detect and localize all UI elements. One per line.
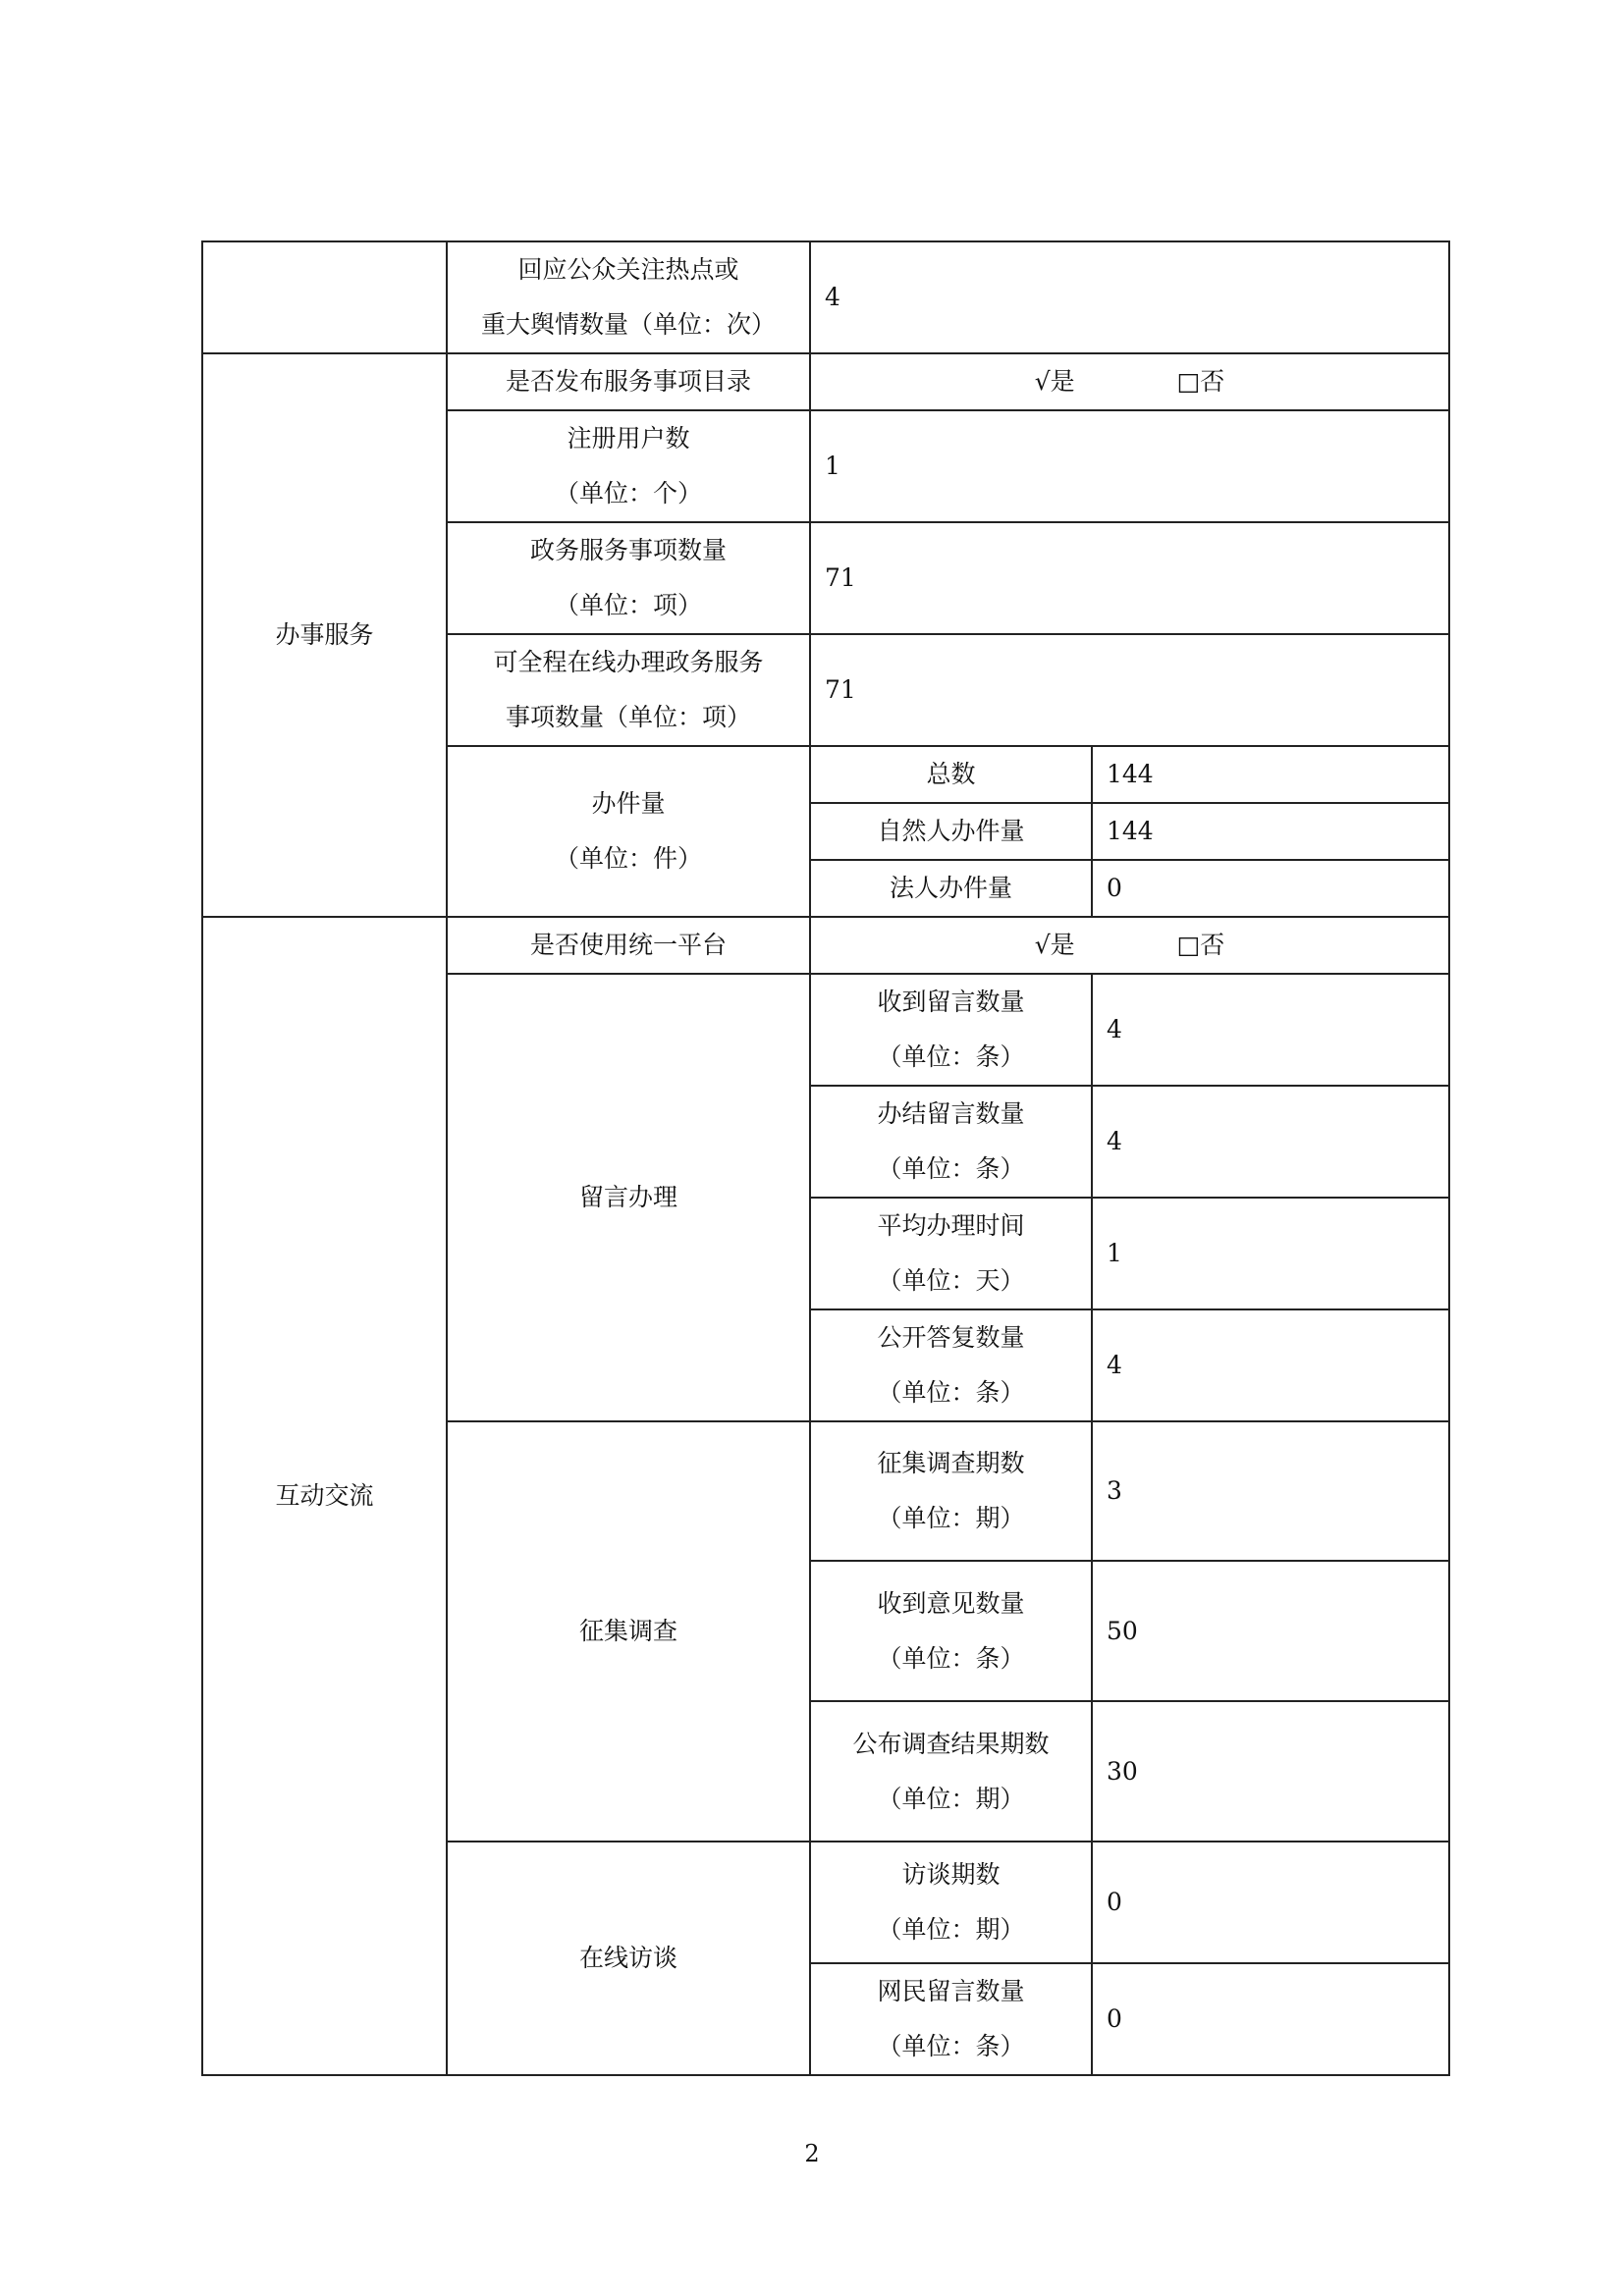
cases-total-label: 总数 (810, 746, 1092, 803)
cases-natural-value: 144 (1092, 803, 1449, 860)
catalog-label: 是否发布服务事项目录 (447, 353, 810, 410)
category-cell-empty (202, 241, 447, 353)
messages-public-value: 4 (1092, 1309, 1449, 1421)
survey-opinions-value: 50 (1092, 1561, 1449, 1701)
interview-netizen-value: 0 (1092, 1963, 1449, 2075)
cases-legal-value: 0 (1092, 860, 1449, 917)
platform-yes-checkbox: √是 (1034, 931, 1075, 959)
survey-opinions-label: 收到意见数量 （单位：条） (810, 1561, 1092, 1701)
messages-received-value: 4 (1092, 974, 1449, 1086)
messages-closed-label: 办结留言数量 （单位：条） (810, 1086, 1092, 1198)
users-label: 注册用户数 （单位：个） (447, 410, 810, 522)
survey-group: 征集调查 (447, 1421, 810, 1842)
survey-results-label: 公布调查结果期数 （单位：期） (810, 1701, 1092, 1842)
platform-options (810, 917, 1449, 974)
users-value: 1 (810, 410, 1449, 522)
messages-received-label: 收到留言数量 （单位：条） (810, 974, 1092, 1086)
statistics-table (201, 240, 1450, 2076)
survey-periods-label: 征集调查期数 （单位：期） (810, 1421, 1092, 1561)
catalog-no-checkbox: □否 (1176, 367, 1225, 396)
online-items-value: 71 (810, 634, 1449, 746)
online-items-label: 可全程在线办理政务服务 事项数量（单位：项） (447, 634, 810, 746)
service-items-value: 71 (810, 522, 1449, 634)
cases-total-value: 144 (1092, 746, 1449, 803)
category-service: 办事服务 (202, 353, 447, 917)
messages-public-label: 公开答复数量 （单位：条） (810, 1309, 1092, 1421)
interview-netizen-label: 网民留言数量 （单位：条） (810, 1963, 1092, 2075)
platform-label: 是否使用统一平台 (447, 917, 810, 974)
messages-avg-time-value: 1 (1092, 1198, 1449, 1309)
cases-label: 办件量 （单位：件） (447, 746, 810, 917)
interview-periods-value: 0 (1092, 1842, 1449, 1963)
messages-group: 留言办理 (447, 974, 810, 1421)
category-interaction: 互动交流 (202, 917, 447, 2075)
hot-topics-value: 4 (810, 241, 1449, 353)
cases-legal-label: 法人办件量 (810, 860, 1092, 917)
cases-natural-label: 自然人办件量 (810, 803, 1092, 860)
interview-group: 在线访谈 (447, 1842, 810, 2075)
table-row (202, 917, 1449, 974)
interview-periods-label: 访谈期数 （单位：期） (810, 1842, 1092, 1963)
survey-periods-value: 3 (1092, 1421, 1449, 1561)
catalog-yes-checkbox: √是 (1034, 367, 1075, 396)
service-items-label: 政务服务事项数量 （单位：项） (447, 522, 810, 634)
hot-topics-label: 回应公众关注热点或 重大舆情数量（单位：次） (447, 241, 810, 353)
platform-no-checkbox: □否 (1176, 931, 1225, 959)
messages-avg-time-label: 平均办理时间 （单位：天） (810, 1198, 1092, 1309)
page-number: 2 (804, 2140, 820, 2167)
table-row (202, 241, 1449, 353)
table-row (202, 353, 1449, 410)
catalog-options (810, 353, 1449, 410)
survey-results-value: 30 (1092, 1701, 1449, 1842)
messages-closed-value: 4 (1092, 1086, 1449, 1198)
